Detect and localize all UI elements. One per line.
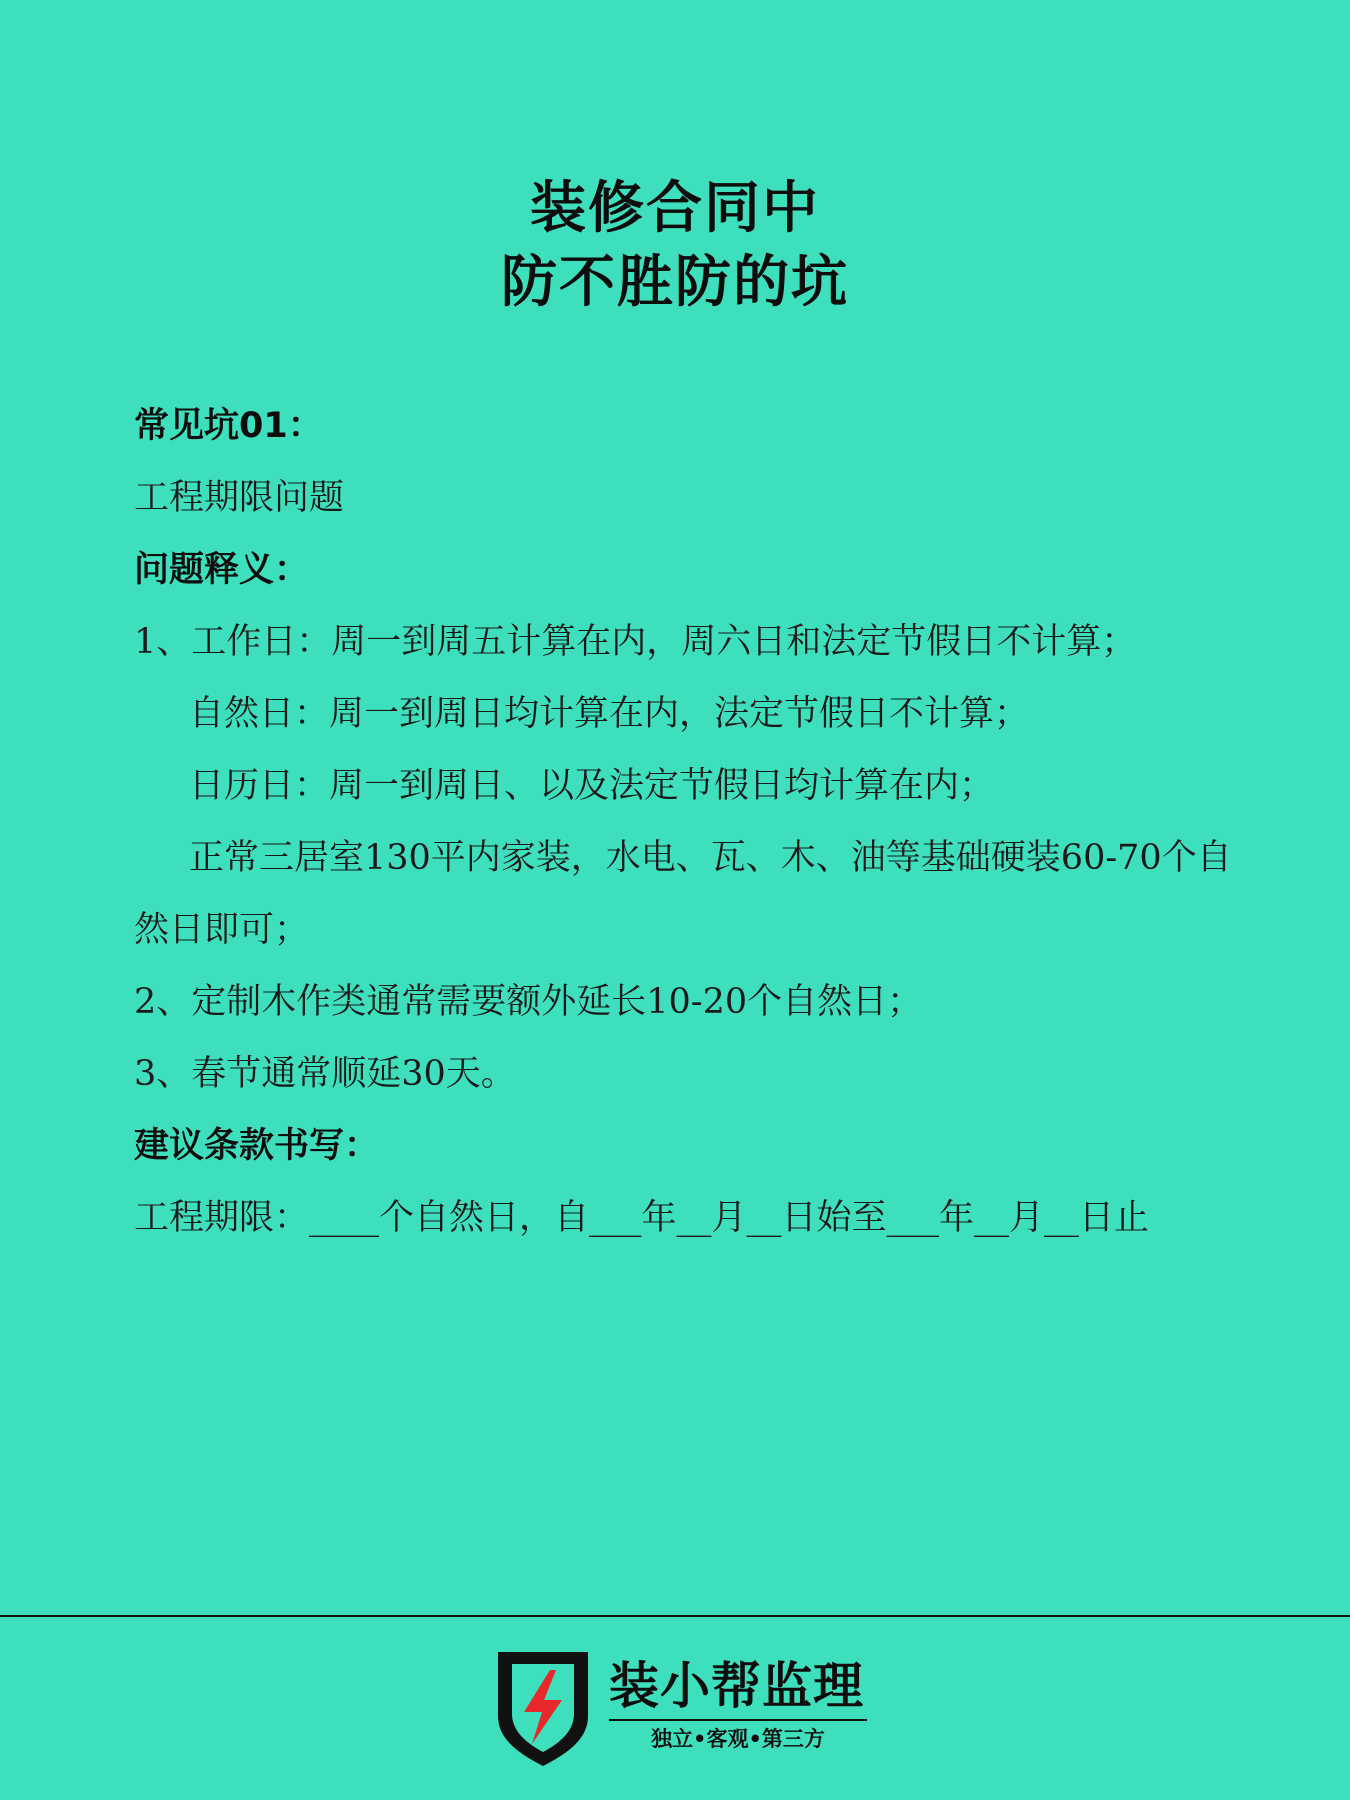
explanation-calendar-day: 日历日：周一到周日、以及法定节假日均计算在内； — [189, 766, 995, 806]
shield-lightning-icon — [492, 1648, 594, 1768]
heading-suggestion: 建议条款书写： — [134, 1126, 380, 1166]
article-body — [134, 390, 1244, 1254]
explanation-natural-day: 自然日：周一到周日均计算在内，法定节假日不计算； — [189, 694, 1030, 734]
footer-divider — [0, 1615, 1350, 1617]
title-line-2: 防不胜防的坑 — [501, 250, 849, 315]
heading-explanation: 问题释义： — [134, 550, 310, 590]
explanation-item-2: 2、定制木作类通常需要额外延长10-20个自然日； — [134, 982, 923, 1022]
brand-logo — [492, 1648, 882, 1768]
pit-topic: 工程期限问题 — [134, 478, 345, 518]
explanation-normal-duration-cont: 然日即可； — [134, 910, 310, 950]
explanation-item-1: 1、工作日：周一到周五计算在内，周六日和法定节假日不计算； — [134, 622, 1137, 662]
explanation-item-3: 3、春节通常顺延30天。 — [134, 1054, 516, 1094]
page-title — [0, 172, 1350, 320]
title-line-1: 装修合同中 — [530, 176, 820, 241]
suggested-clause: 工程期限：____个自然日，自___年__月__日始至___年__月__日止 — [134, 1198, 1150, 1238]
explanation-normal-duration: 正常三居室130平内家装，水电、瓦、木、油等基础硬装60-70个自 — [189, 838, 1232, 878]
brand-name: 装小帮监理 — [609, 1657, 864, 1715]
brand-underline — [609, 1719, 867, 1721]
brand-slogan: 独立•客观•第三方 — [651, 1727, 825, 1751]
heading-pit: 常见坑01： — [134, 406, 323, 446]
